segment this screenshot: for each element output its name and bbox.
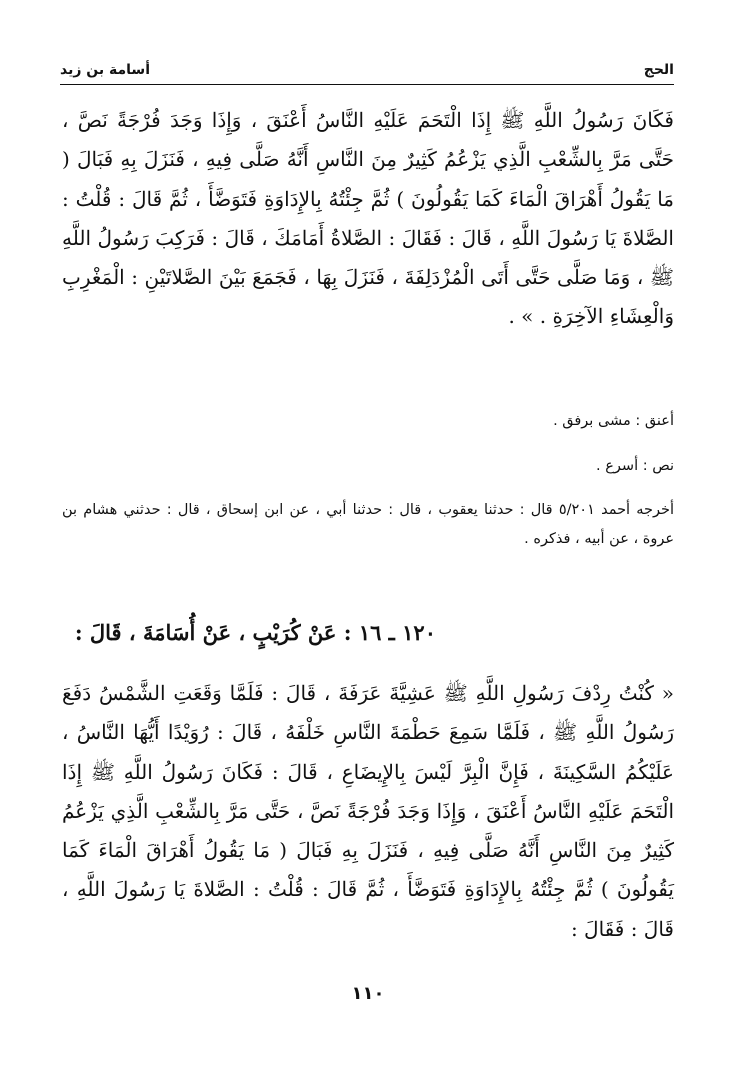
chapter-title: الحج xyxy=(643,62,674,78)
glossary-entry-nass: نص : أسرع . xyxy=(596,458,674,474)
glossary-entry-anaq: أعنق : مشى برفق . xyxy=(553,413,674,429)
takhrij-note: أخرجه أحمد ٥/٢٠١ قال : حدثنا يعقوب ، قال : حدثنا أبي ، عن ابن إسحاق ، قال : حدثني هشام بن عروة ، عن أبيه ، فذكره . xyxy=(62,502,674,547)
narrator-title: أسامة بن زيد xyxy=(60,62,150,78)
continued-hadith-text: فَكَانَ رَسُولُ اللَّهِ ﷺ إِذَا الْتَحَمَ عَلَيْهِ النَّاسُ أَعْنَقَ ، وَإِذَا وَجَدَ فُرْجَةً نَصَّ ، حَتَّى مَرَّ بِالشِّعْبِ الَّذِي يَزْعُمُ كَثِيرٌ مِنَ النَّاسِ أَنَّهُ صَلَّى فِيهِ ، فَنَزَلَ بِهِ فَبَالَ ( مَا يَقُولُ أَهْرَاقَ الْمَاءَ كَمَا يَقُولُونَ ) ثُمَّ جِئْتُهُ بِالإِدَاوَةِ فَتَوَضَّأَ ، ثُمَّ قَالَ : قُلْتُ : الصَّلاةَ يَا رَسُولَ اللَّهِ ، قَالَ : فَقَالَ : الصَّلاةُ أَمَامَكَ ، قَالَ : فَرَكِبَ رَسُولُ اللَّهِ ﷺ ، وَمَا صَلَّى حَتَّى أَتَى الْمُزْدَلِفَةَ ، فَنَزَلَ بِهَا ، فَجَمَعَ بَيْنَ الصَّلاتَيْنِ : الْمَغْرِبِ وَالْعِشَاءِ الآخِرَةِ . » . xyxy=(62,108,674,329)
running-header xyxy=(60,62,674,85)
page-number: ١١٠ xyxy=(351,983,385,1004)
hadith-text: « كُنْتُ رِدْفَ رَسُولِ اللَّهِ ﷺ عَشِيَّةَ عَرَفَةَ ، قَالَ : فَلَمَّا وَقَعَتِ الشَّمْسُ دَفَعَ رَسُولُ اللَّهِ ﷺ ، فَلَمَّا سَمِعَ حَطْمَةَ النَّاسِ خَلْفَهُ ، قَالَ : رُوَيْدًا أَيُّهَا النَّاسُ ، عَلَيْكُمُ السَّكِينَةَ ، فَإِنَّ الْبِرَّ لَيْسَ بِالإِيضَاعِ ، قَالَ : فَكَانَ رَسُولُ اللَّهِ ﷺ إِذَا الْتَحَمَ عَلَيْهِ النَّاسُ أَعْنَقَ ، وَإِذَا وَجَدَ فُرْجَةً نَصَّ ، حَتَّى مَرَّ بِالشِّعْبِ الَّذِي يَزْعُمُ كَثِيرٌ مِنَ النَّاسِ أَنَّهُ صَلَّى فِيهِ ، فَنَزَلَ بِهِ فَبَالَ ( مَا يَقُولُ أَهْرَاقَ الْمَاءَ كَمَا يَقُولُونَ ) ثُمَّ جِئْتُهُ بِالإِدَاوَةِ فَتَوَضَّأَ ، ثُمَّ قَالَ : قُلْتُ : الصَّلاةَ يَا رَسُولَ اللَّهِ ، قَالَ : فَقَالَ : xyxy=(62,681,674,941)
hadith-heading: ١٢٠ ـ ١٦ : عَنْ كُرَيْبٍ ، عَنْ أُسَامَةَ ، قَالَ : xyxy=(74,620,436,645)
